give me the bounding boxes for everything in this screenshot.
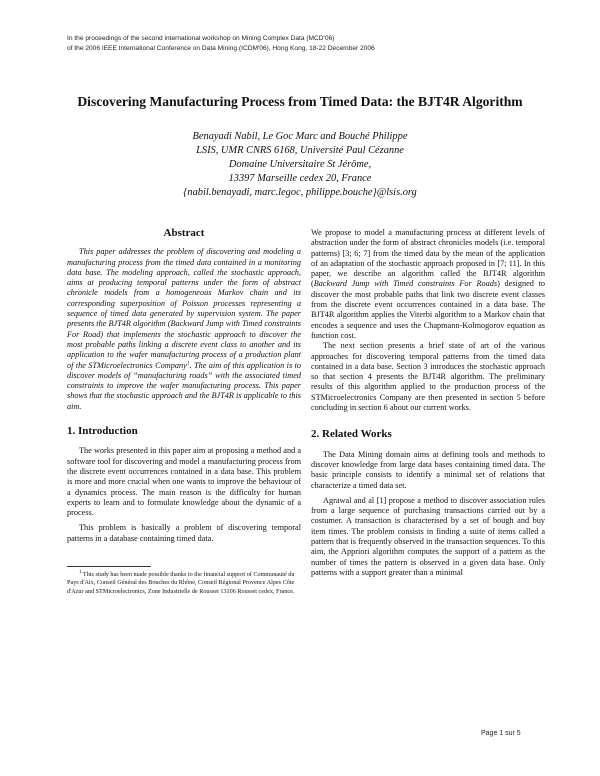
abstract-heading: Abstract — [163, 227, 205, 239]
abstract-footnote-mark: 1 — [186, 359, 190, 366]
right-p1-b: ) designed to discover the most probable paths that link two discrete event classes from the discrete event occurrences contained in a data base. The BJT4R algorithm applies the Viterbi algorithm to a Markov chain that encodes a sequence and uses the Chapmann-Kolmogorov equation as function cost. — [311, 279, 545, 340]
author-campus: Domaine Universitaire St Jérôme, — [228, 159, 372, 170]
footnote-mark: 1 — [79, 569, 82, 575]
page-number: Page 1 sur 5 — [481, 730, 521, 737]
intro-paragraph-1: The works presented in this paper aim at proposing a method and a software tool for discovering and model a manufacturing process from the discrete event occurrences contained in a data base. This problem is more and more crucial when one wants to improve the behaviour of a dynamics process. The main reason is the difficulty for human experts to learn and to formulate knowledge about the dynamic of a process. — [67, 446, 301, 518]
author-lab: LSIS, UMR CNRS 6168, Université Paul Cézanne — [196, 145, 404, 156]
right-p1-italic: Backward Jump with Timed constraints For Roads — [313, 279, 498, 289]
abstract-section — [67, 228, 301, 412]
author-names: Benayadi Nabil, Le Goc Marc and Bouché Philippe — [192, 131, 408, 142]
related-paragraph-1: The Data Mining domain aims at defining tools and methods to discover knowledge from large data bases containing timed data. The basic principle consists to identify a minimal set of relations that characterize a timed data set. — [311, 449, 545, 490]
header-line-2: of the 2006 IEEE International Conference on Data Mining (ICDM'06), Hong Kong, 18-22 December 2006 — [67, 45, 375, 52]
paper-title: Discovering Manufacturing Process from Timed Data: the BJT4R Algorithm — [77, 94, 523, 109]
right-paragraph-2: The next section presents a brief state of art of the various approaches for discovering temporal patterns from the timed data contained in a data base. Section 3 introduces the stochastic approach so that section 4 presents the BJT4R algorithm. The preliminary results of this algorithm applied to the production process of the STMicroelectronics Company are then presented in section 5 before concluding in section 6 about our current works. — [311, 341, 545, 413]
author-city: 13397 Marseille cedex 20, France — [228, 173, 372, 184]
proceedings-header — [67, 34, 547, 54]
right-paragraph-1 — [311, 228, 545, 341]
footnote-rule — [67, 566, 151, 567]
header-line-1: In the proceedings of the second international workshop on Mining Complex Data (MCD'06) — [67, 35, 335, 42]
footnote-text: This study has been made possible thanks to the financial support of Communauté du Pays d'Aix, Conseil Général des Bouches du Rhône, Conseil Régional Provence Alpes Côte d'Azur and STMicroelectronics, Zone Industrielle de Rousset 13106 Rousset cedex, France. — [67, 571, 295, 595]
abstract-text-a: This paper addresses the problem of discovering and modeling a manufacturing process from the timed data contained in a monitoring data base. The modeling approach, called the stochastic approach, aims at producing temporal patterns under the form of abstract chronicle models from a homogeneous Markov chain and its corresponding superposition of Poisson processes representing a sequence of timed data generated by supervision system. The paper presents the BJT4R algorithm (Backward Jump with Timed constraints For Road) that implements the stochastic approach to discover the most probable paths linking a discrete event class to another and its application to the wafer manufacturing process of a production plant of the STMicroelectronics Company — [67, 247, 301, 370]
intro-paragraph-2: This problem is basically a problem of discovering temporal patterns in a database containing timed data. — [67, 523, 301, 543]
abstract-text — [67, 247, 301, 412]
right-column — [311, 228, 545, 578]
related-works-heading: 2. Related Works — [311, 428, 392, 441]
abstract-text-b: . The aim of this application is to discover models of “manufacturing roads” with the associated timed constraints to improve the wafer manufacturing process. This paper shows that the stochastic approach and the BJT4R is applicable to this aim. — [67, 360, 301, 411]
footnote — [67, 571, 301, 596]
left-column — [67, 228, 301, 596]
author-block — [0, 130, 600, 200]
related-paragraph-2: Agrawal and al [1] propose a method to discover association rules from a large sequence of purchasing transactions carried out by a costumer. A transaction is characterised by a set of bough and buy item times. The problem consists in finding a suite of items called a pattern that is frequently observed in the transaction sequences. To this aim, the Appriori algorithm computes the support of a pattern as the number of times the pattern is observed in a given data base. Only patterns with a support greater than a minimal — [311, 495, 545, 577]
intro-heading: 1. Introduction — [67, 425, 138, 438]
right-p1-a: We propose to model a manufacturing process at different levels of abstraction under the form of abstract chronicles models (i.e. temporal patterns) [3; 6; 7] from the timed data by the mean of the application of an adaptation of the stochastic approach proposed in [7; 11]. In this paper, we describe an algorithm called the BJT4R algorithm ( — [311, 228, 545, 289]
author-emails: {nabil.benayadi, marc.legoc, philippe.bouche}@lsis.org — [183, 187, 417, 198]
